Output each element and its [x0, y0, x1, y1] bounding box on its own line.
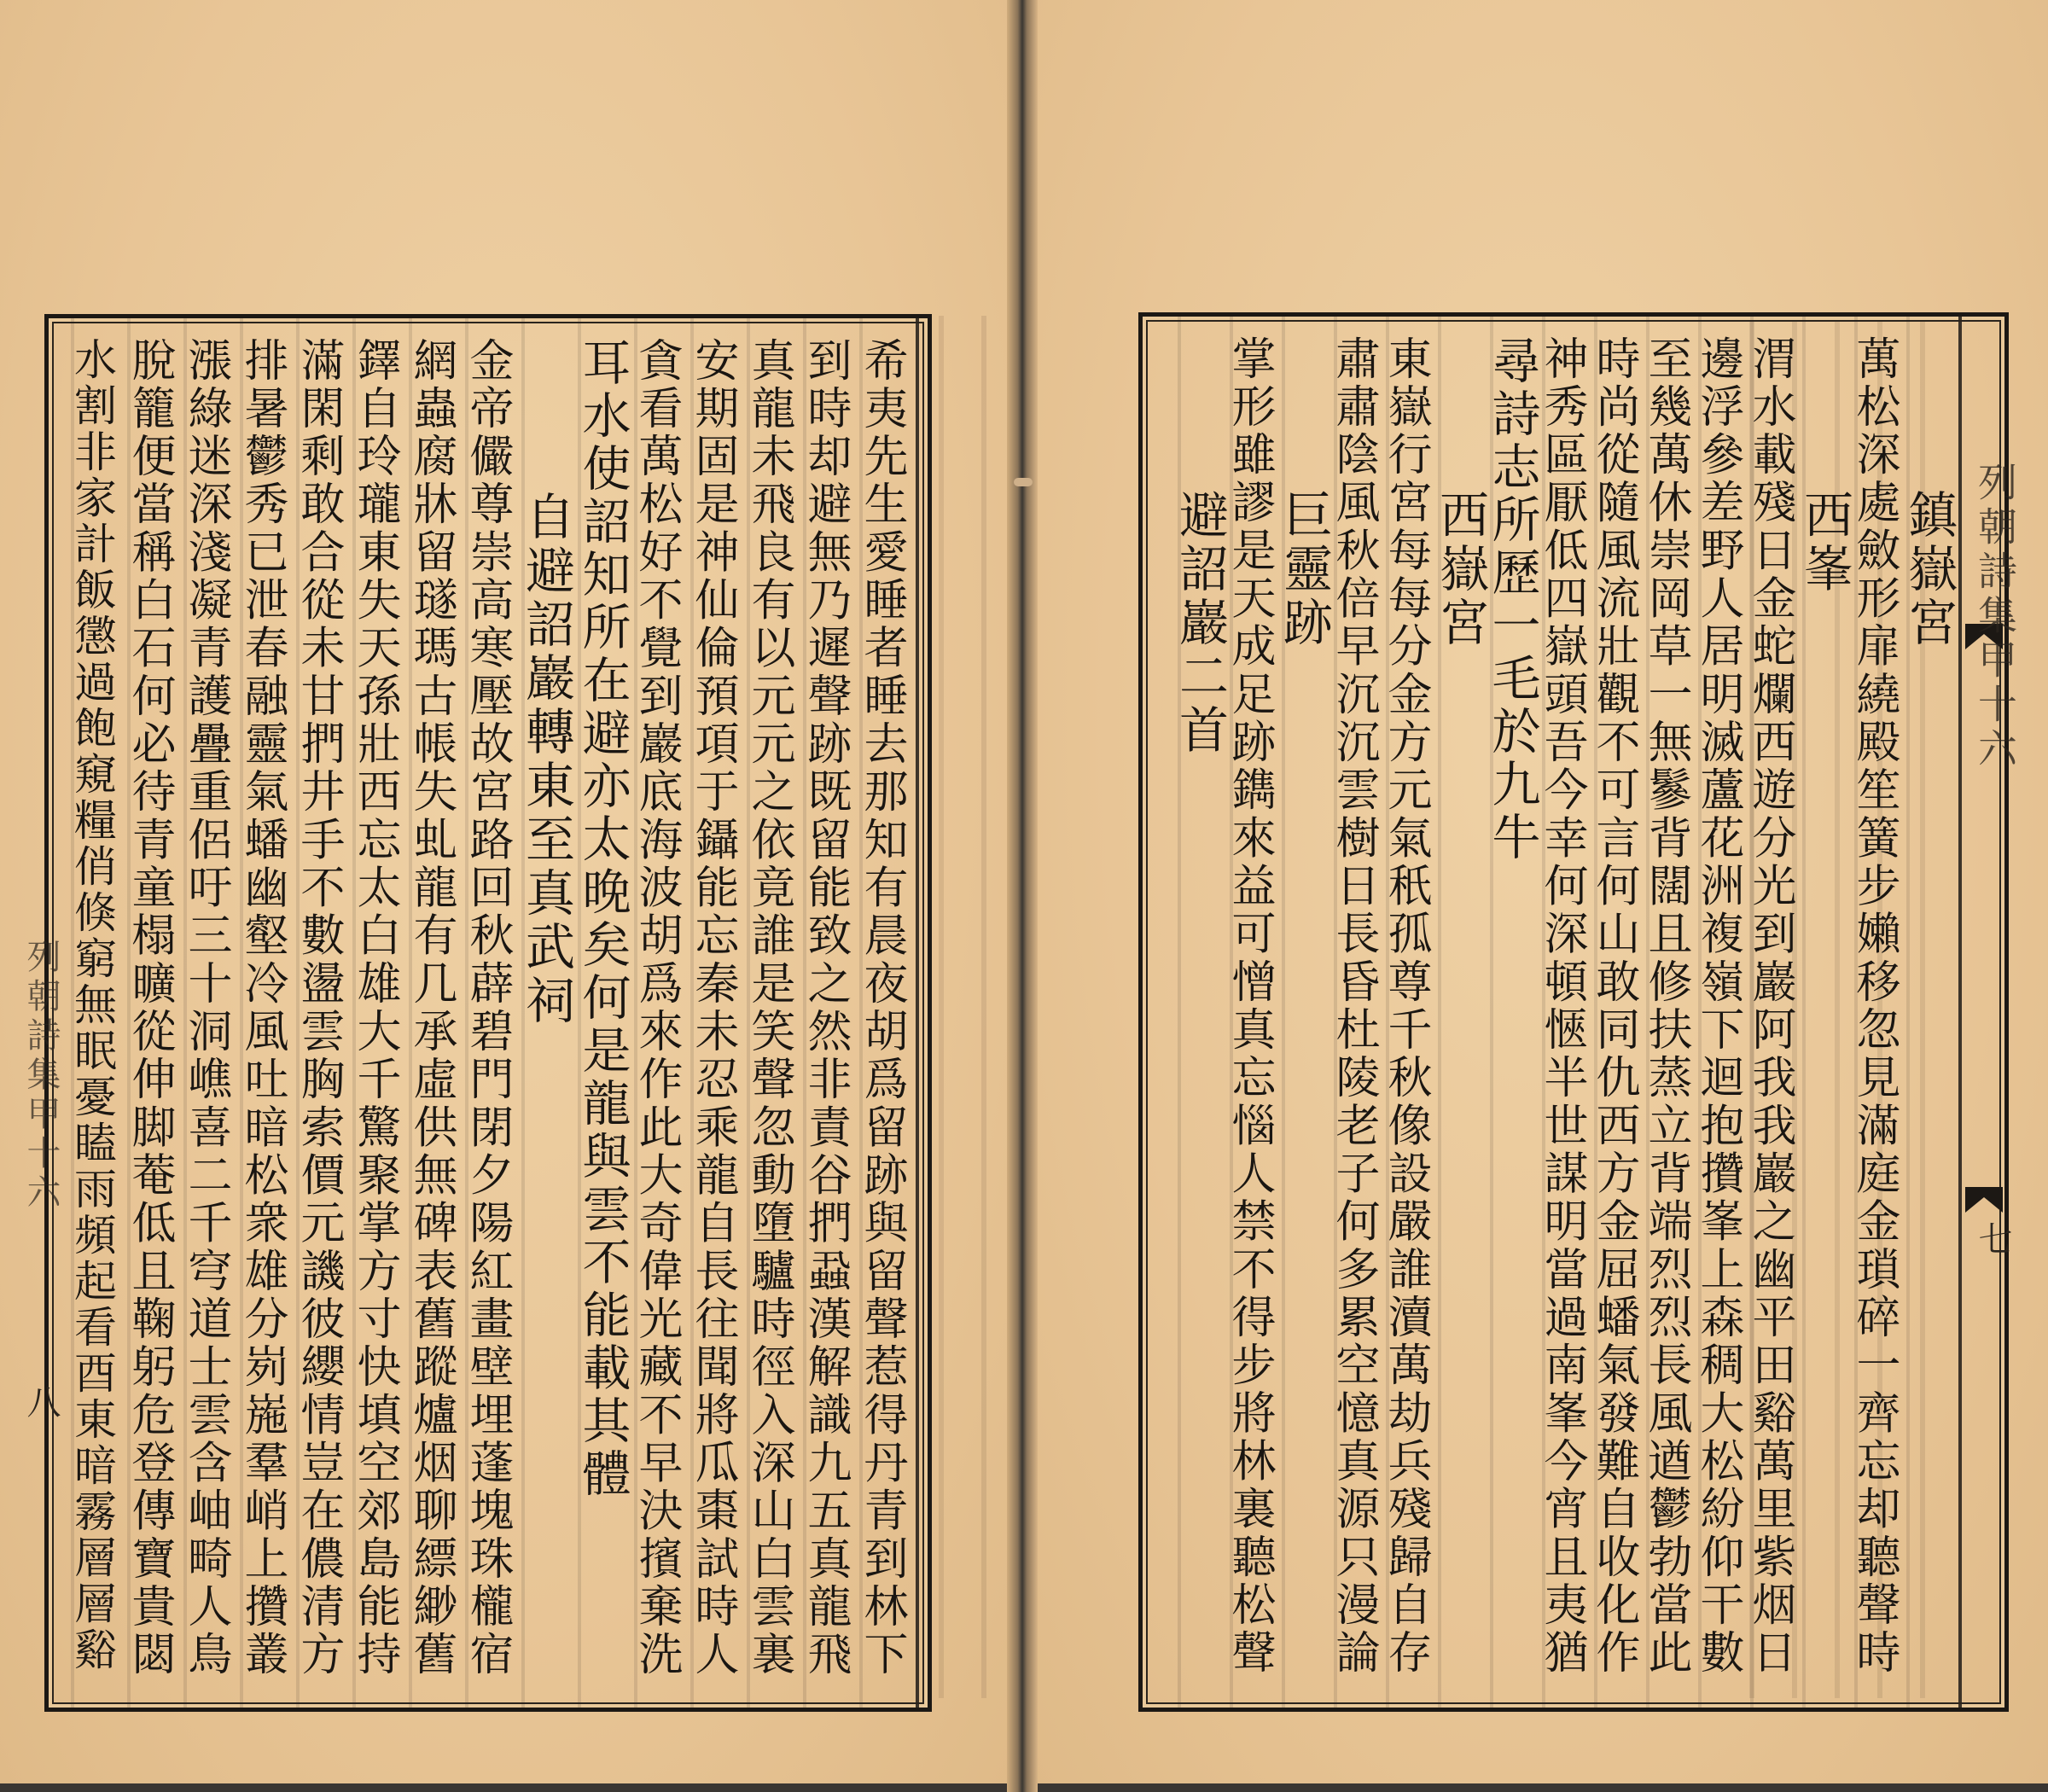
column-rule — [1854, 317, 1858, 1708]
text-column: 到時却避無乃遲聲跡既留能致之然非責谷捫蝨漢解識九五真龍飛 — [800, 337, 851, 1679]
column-rule — [352, 318, 356, 1708]
text-column: 脫籠便當稱白石何必待青童榻曠從伸脚菴低且鞠躬危登傳寶貴閟 — [124, 337, 175, 1679]
text-column: 貪看萬松好不覺到巖底海波胡爲來作此大奇偉光藏不早決擯棄洗 — [631, 337, 682, 1679]
left-banxin — [17, 939, 61, 1451]
right-banxin-title: 列朝詩集甲十六 — [1972, 462, 2018, 772]
text-column: 希夷先生愛睡者睡去那知有晨夜胡爲留跡與留聲惹得丹青到林下 — [856, 337, 907, 1679]
right-text-block — [1138, 312, 2018, 1712]
column-rule — [296, 318, 300, 1708]
book-gutter — [1007, 0, 1038, 1792]
left-banxin-leaf: 八 — [21, 1384, 61, 1418]
text-column: 渭水載殘日金蛇爛西遊分光到巖阿我我巖之幽平田谿萬里紫烟日 — [1744, 335, 1795, 1678]
column-rule — [1438, 317, 1441, 1708]
column-rule — [1698, 317, 1702, 1708]
text-column: 東嶽行宮每每分金方元氣秖孤尊千秋像設嚴誰瀆萬劫兵殘歸自存 — [1380, 335, 1431, 1678]
column-rule — [183, 318, 187, 1708]
text-column: 邊浮參差野人居明滅蘆花洲複嶺下迴抱攢峯上森稠大松紛仰干數 — [1692, 335, 1743, 1678]
left-text-block — [44, 314, 932, 1712]
text-column: 鐸自玲瓏東失天孫壯西忘太白雄大千驚聚掌方寸快填空郊島能持 — [349, 337, 400, 1679]
binding-thread — [1014, 478, 1033, 486]
text-column: 萬松深處斂形扉繞殿笙簧步嬾移忽見滿庭金瑣碎一齊忘却聽聲時 — [1848, 335, 1900, 1678]
column-rule — [859, 318, 863, 1708]
column-rule — [127, 318, 131, 1708]
text-column: 尋詩志所歷一毛於九牛 — [1484, 335, 1540, 864]
poem-title: 自避詔巖轉東至真武祠 — [517, 491, 575, 1028]
text-column: 水割非家計飯懲過飽窺糧俏倏窮無眠憂瞌雨頻起看酉東暗霧層層谿 — [67, 337, 117, 1673]
left-banxin-title: 列朝詩集甲十六 — [21, 939, 61, 1213]
text-column: 金帝儼尊崇高寒壓故宮路回秋薜碧門閉夕陽紅畫壁埋蓬塊珠櫳宿 — [462, 337, 513, 1679]
text-column: 排暑鬱秀已泄春融靈氣蟠幽壑冷風吐暗松衆雄分峛崺羣峭上攢叢 — [236, 337, 288, 1679]
text-column: 漲綠迷深淺凝青護疊重侶吁三十洞嶕喜二千穹道士雲含岫畸人鳥 — [180, 337, 231, 1679]
column-rule — [690, 318, 694, 1708]
text-column: 網蟲腐牀留璲瑪古帳失虬龍有几承虛供無碑表舊蹤爐烟聊縹緲舊 — [405, 337, 457, 1679]
column-rule — [1958, 317, 1962, 1708]
text-column: 掌形雖謬是天成足跡鐫來益可憎真忘惱人禁不得步將林裏聽松聲 — [1224, 335, 1275, 1678]
column-rule — [1334, 317, 1337, 1708]
text-column: 安期固是神仙倫預項于鑷能忘秦未忍乘龍自長往聞將瓜棗試時人 — [687, 337, 738, 1679]
right-banxin — [1964, 317, 2018, 1708]
column-rule — [1178, 317, 1181, 1708]
column-rule — [803, 318, 806, 1708]
column-rule — [521, 318, 525, 1708]
poem-title: 西峯 — [1795, 489, 1853, 596]
text-column: 時尚從隨風流壯觀不可言何山敢同仇西方金屈蟠氣發難自收化作 — [1588, 335, 1639, 1678]
column-rule — [1646, 317, 1649, 1708]
fish-tail-mark-lower — [1965, 1187, 2003, 1213]
column-rule — [1906, 317, 1910, 1708]
column-rule — [1230, 317, 1233, 1708]
text-column: 耳水使詔知所在避亦太晚矣何是龍與雲不能載其體 — [574, 337, 631, 1501]
column-rule — [240, 318, 243, 1708]
text-column: 至幾萬休崇岡草一無鬖背闊且修扶蒸立背端烈烈長風遒鬱勃當此 — [1640, 335, 1691, 1678]
column-rule — [1802, 317, 1806, 1708]
column-rule — [1750, 317, 1754, 1708]
column-rule — [634, 318, 637, 1708]
column-rule — [465, 318, 468, 1708]
column-rule — [747, 318, 750, 1708]
text-column: 神秀區厭低四嶽頭吾今幸何深頓愜半世謀明當過南峯今宵且夷猶 — [1536, 335, 1587, 1678]
column-rule — [1490, 317, 1493, 1708]
column-rule — [1594, 317, 1597, 1708]
text-column: 肅肅陰風秋倍早沉沉雲樹日長昏杜陵老子何多累空憶真源只漫論 — [1328, 335, 1379, 1678]
poem-title: 巨靈跡 — [1275, 489, 1333, 650]
right-banxin-leaf: 七 — [1973, 1221, 2012, 1255]
column-rule — [1386, 317, 1389, 1708]
poem-title: 西嶽宮 — [1431, 489, 1489, 650]
poem-title: 鎮嶽宮 — [1900, 489, 1958, 650]
column-rule — [578, 318, 581, 1708]
column-rule — [1542, 317, 1545, 1708]
column-rule — [1282, 317, 1285, 1708]
column-rule — [71, 318, 74, 1708]
text-column: 真龍未飛良有以元元之依竟誰是笑聲忽動墮驢時徑入深山白雲裏 — [743, 337, 794, 1679]
text-column: 滿閑剩敢合從未甘捫井手不數盪雲胸索價元譏彼纓情豈在儂清方 — [293, 337, 344, 1679]
column-rule — [409, 318, 412, 1708]
poem-title: 避詔巖二首 — [1171, 489, 1229, 758]
column-rule — [916, 318, 919, 1708]
